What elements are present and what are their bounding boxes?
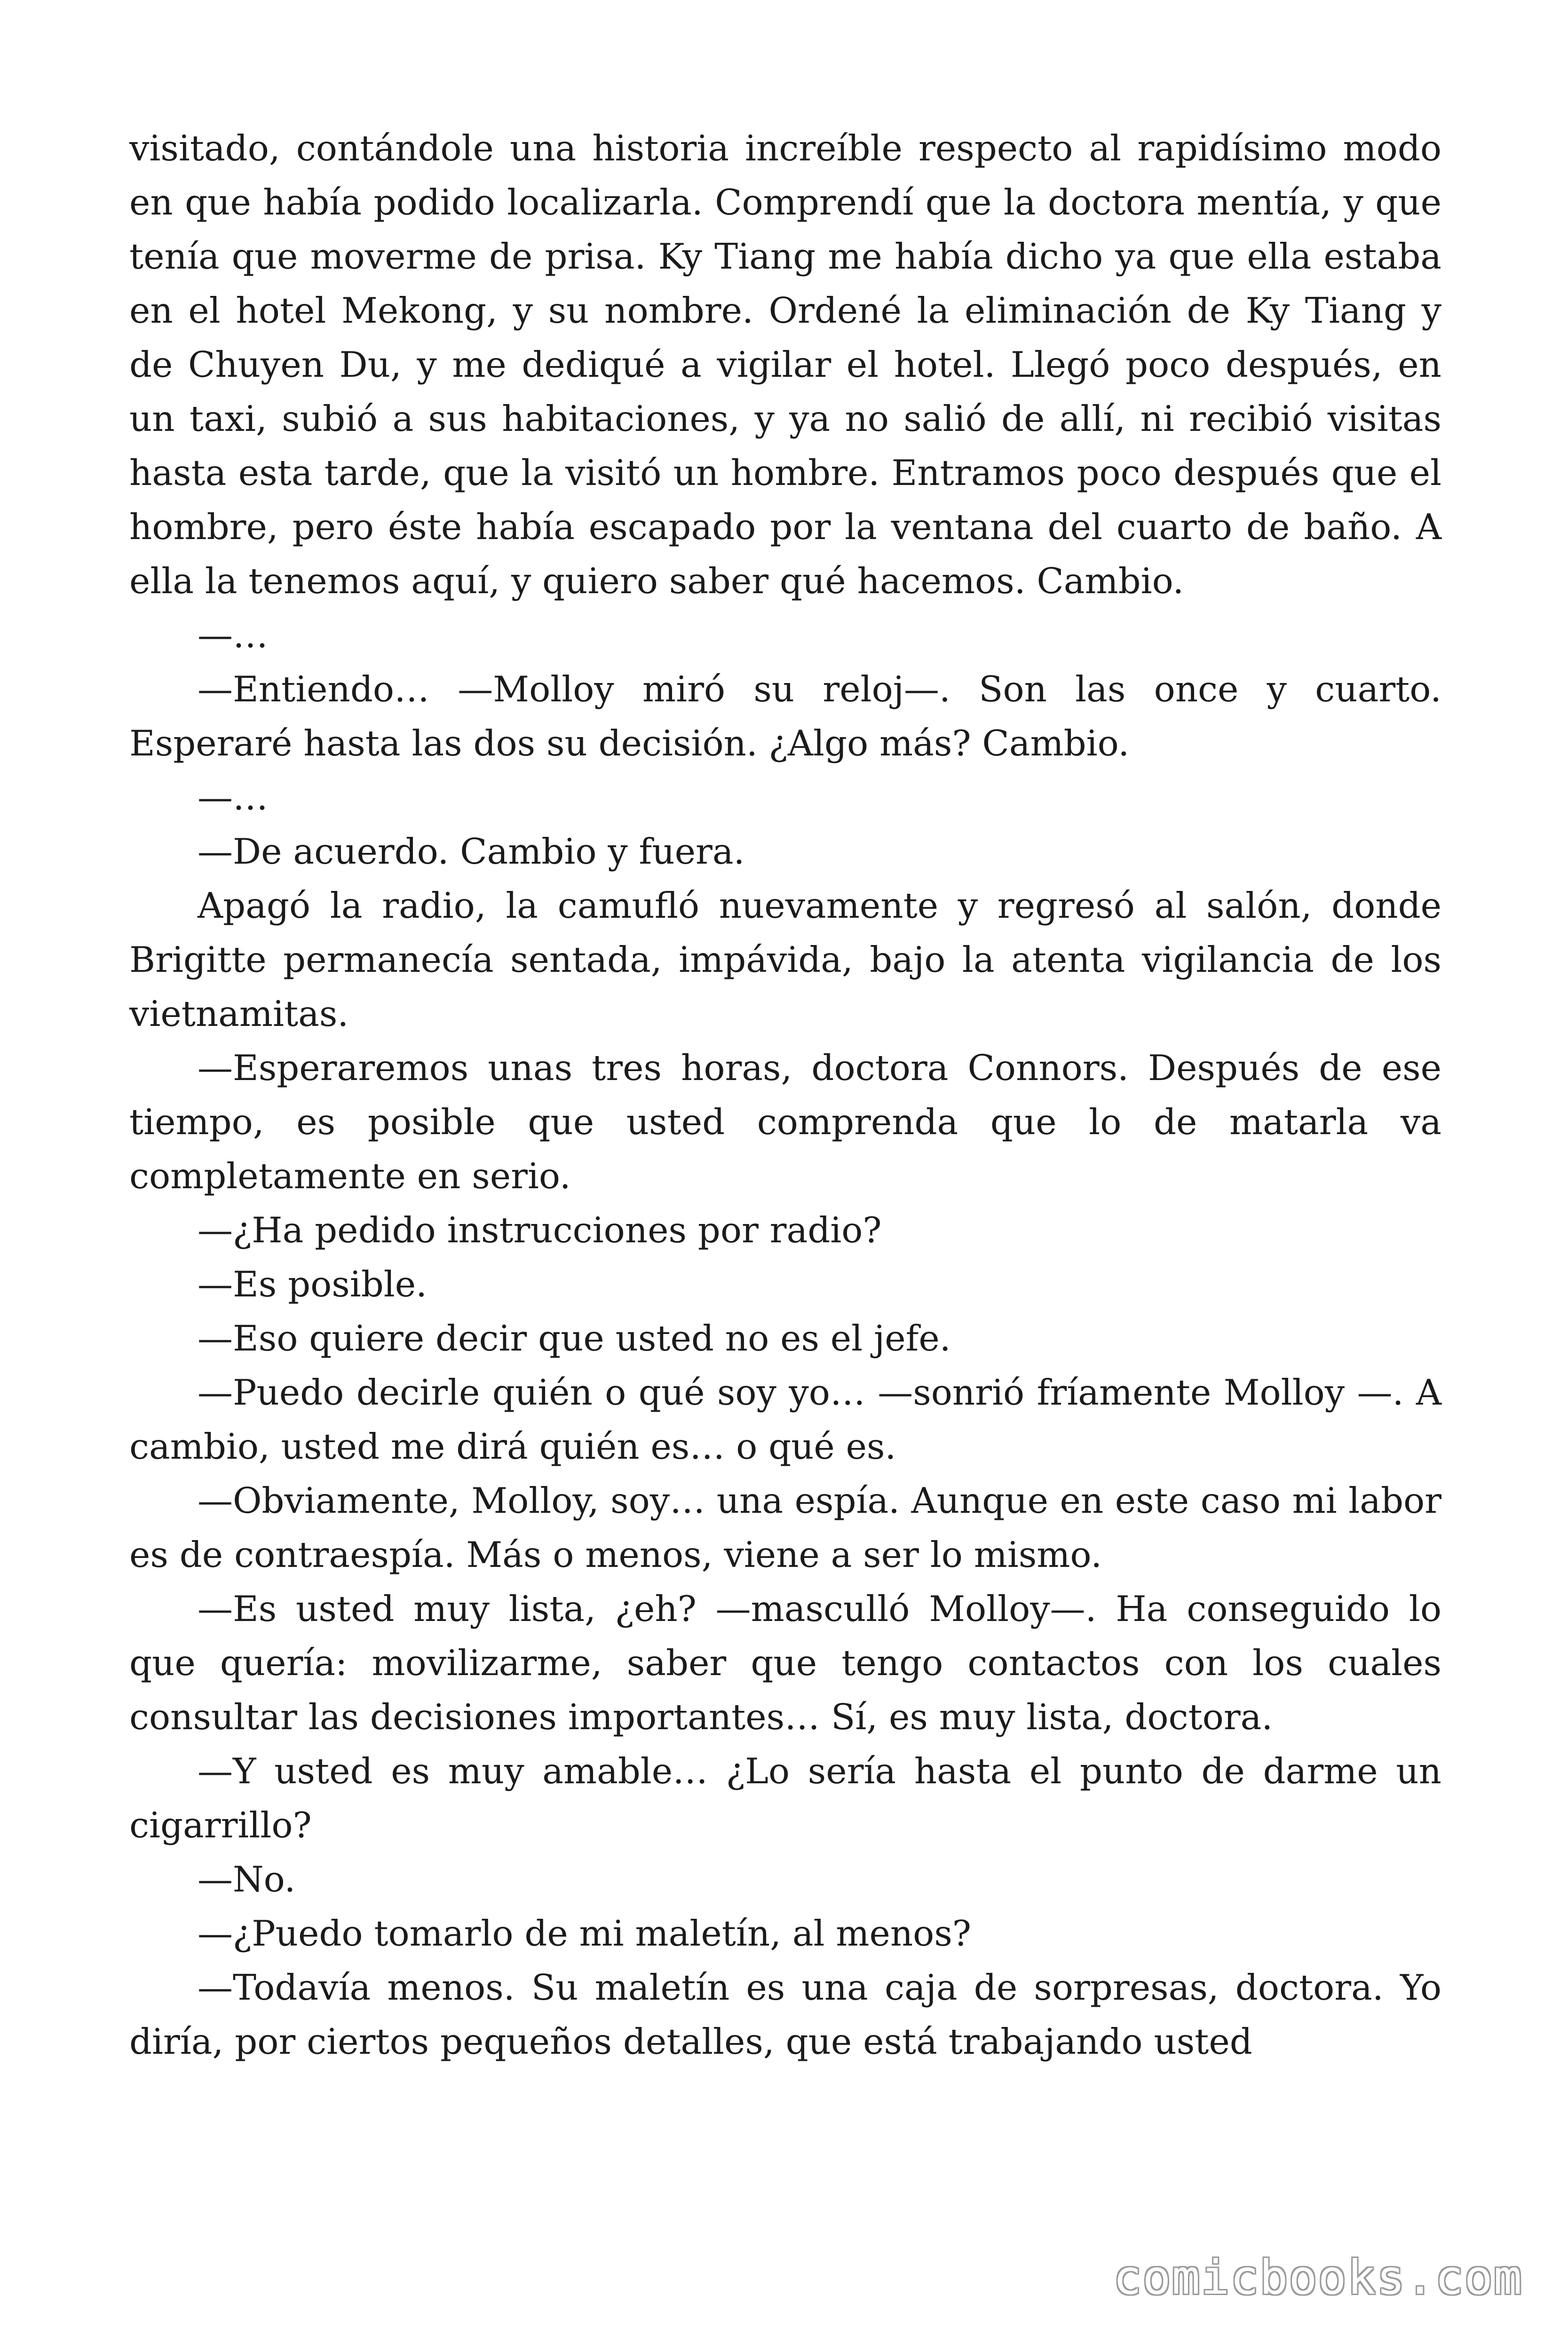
watermark: comicbooks.com	[1113, 2250, 1523, 2305]
paragraph: Apagó la radio, la camufló nuevamente y regresó al salón, donde Brigitte permanecía sentada, impávida, bajo la atenta vigilancia de los vietnamitas.	[129, 885, 1441, 1034]
paragraph: —Entiendo… —Molloy miró su reloj—. Son las once y cuarto. Esperaré hasta las dos su decisión. ¿Algo más? Cambio.	[129, 668, 1441, 764]
paragraph: —Es posible.	[198, 1263, 427, 1305]
paragraph: —…	[198, 777, 268, 818]
paragraph: —Esperaremos unas tres horas, doctora Connors. Después de ese tiempo, es posible que usted comprenda que lo de matarla va completamente en serio.	[129, 1047, 1441, 1197]
paragraph: —Todavía menos. Su maletín es una caja de sorpresas, doctora. Yo diría, por ciertos pequeños detalles, que está trabajando usted	[129, 1967, 1441, 2062]
paragraph: —Es usted muy lista, ¿eh? —masculló Molloy—. Ha conseguido lo que quería: movilizarme, saber que tengo contactos con los cuales consultar las decisiones importantes… Sí, es muy lista, doctora.	[129, 1588, 1441, 1738]
paragraph: —¿Puedo tomarlo de mi maletín, al menos?	[198, 1913, 972, 1954]
paragraph: —…	[198, 614, 268, 656]
paragraph: visitado, contándole una historia increíble respecto al rapidísimo modo en que había podido localizarla. Comprendí que la doctora mentía, y que tenía que moverme de prisa. Ky Tiang me había dicho ya que ella estaba en el hotel Mekong, y su nombre. Ordené la eliminación de Ky Tiang y de Chuyen Du, y me dediqué a vigilar el hotel. Llegó poco después, en un taxi, subió a sus habitaciones, y ya no salió de allí, ni recibió visitas hasta esta tarde, que la visitó un hombre. Entramos poco después que el hombre, pero éste había escapado por la ventana del cuarto de baño. A ella la tenemos aquí, y quiero saber qué hacemos. Cambio.	[129, 127, 1441, 602]
paragraph: —Puedo decirle quién o qué soy yo… —sonrió fríamente Molloy —. A cambio, usted me dirá quién es… o qué es.	[129, 1372, 1441, 1467]
paragraph: —De acuerdo. Cambio y fuera.	[198, 831, 745, 872]
paragraph: —Eso quiere decir que usted no es el jefe.	[198, 1318, 951, 1359]
paragraph: —No.	[198, 1859, 296, 1900]
paragraph: —¿Ha pedido instrucciones por radio?	[198, 1209, 882, 1251]
paragraph: —Obviamente, Molloy, soy… una espía. Aunque en este caso mi labor es de contraespía. Más o menos, viene a ser lo mismo.	[129, 1480, 1441, 1575]
paragraph: —Y usted es muy amable… ¿Lo sería hasta el punto de darme un cigarrillo?	[129, 1750, 1441, 1846]
page-body	[129, 121, 1441, 2069]
